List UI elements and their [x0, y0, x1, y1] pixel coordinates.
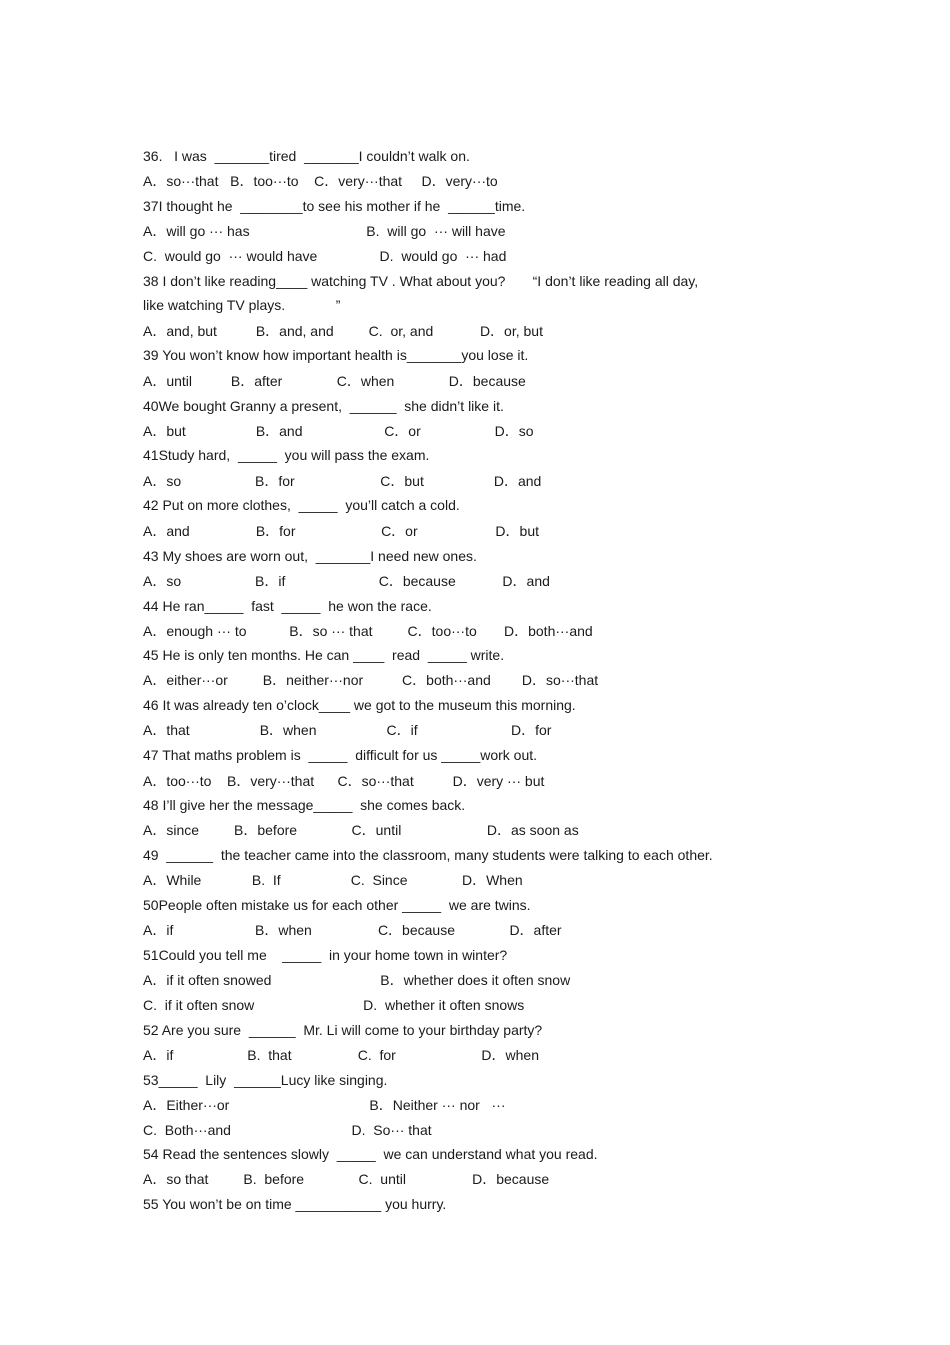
question-49: 49 ______ the teacher came into the classroom, many students were talking to each other. [143, 847, 713, 863]
options-37-cd: C. would go ··· would have D. would go ··· had [143, 248, 507, 264]
options-53-ab: A．Either···or B．Neither ··· nor ··· [143, 1097, 506, 1113]
options-51-ab: A．if it often snowed B．whether does it often snow [143, 972, 571, 988]
question-39: 39 You won’t know how important health is_______you lose it. [143, 347, 529, 363]
options-44: A．enough ··· to B．so ··· that C．too···to D．both···and [143, 623, 593, 639]
question-40: 40We bought Granny a present, ______ she didn’t like it. [143, 398, 504, 414]
options-42: A．and B．for C．or D．but [143, 523, 539, 539]
options-36: A．so···that B．too···to C．very···that D．very···to [143, 173, 498, 189]
question-55: 55 You won’t be on time ___________ you hurry. [143, 1196, 447, 1212]
options-39: A．until B．after C．when D．because [143, 373, 526, 389]
question-52: 52 Are you sure ______ Mr. Li will come to your birthday party? [143, 1022, 543, 1038]
options-41: A．so B．for C．but D．and [143, 473, 542, 489]
question-45: 45 He is only ten months. He can ____ read _____ write. [143, 647, 505, 663]
question-43: 43 My shoes are worn out, _______I need new ones. [143, 548, 477, 564]
options-50: A．if B．when C．because D．after [143, 922, 562, 938]
options-48: A．since B．before C．until D．as soon as [143, 822, 579, 838]
options-49: A．While B. If C. Since D．When [143, 872, 523, 888]
options-46: A．that B．when C．if D．for [143, 722, 552, 738]
options-54: A．so that B. before C. until D．because [143, 1171, 550, 1187]
question-46: 46 It was already ten o’clock____ we got to the museum this morning. [143, 697, 576, 713]
question-37: 37I thought he ________to see his mother if he ______time. [143, 198, 526, 214]
question-53: 53_____ Lily ______Lucy like singing. [143, 1072, 388, 1088]
question-54: 54 Read the sentences slowly _____ we can understand what you read. [143, 1146, 598, 1162]
options-43: A．so B．if C．because D．and [143, 573, 550, 589]
question-42: 42 Put on more clothes, _____ you’ll catch a cold. [143, 497, 460, 513]
options-38: A．and, but B．and, and C. or, and D．or, but [143, 323, 543, 339]
question-44: 44 He ran_____ fast _____ he won the race. [143, 598, 432, 614]
question-41: 41Study hard, _____ you will pass the exam. [143, 447, 430, 463]
question-47: 47 That maths problem is _____ difficult for us _____work out. [143, 747, 538, 763]
options-45: A．either···or B．neither···nor C．both···and D．so···that [143, 672, 599, 688]
options-53-cd: C. Both···and D. So··· that [143, 1122, 432, 1138]
question-48: 48 I’ll give her the message_____ she comes back. [143, 797, 466, 813]
options-40: A．but B．and C．or D．so [143, 423, 534, 439]
question-51: 51Could you tell me _____ in your home town in winter? [143, 947, 508, 963]
question-38: 38 I don’t like reading____ watching TV . What about you? “I don’t like reading all day, [143, 273, 699, 289]
question-50: 50People often mistake us for each other _____ we are twins. [143, 897, 531, 913]
options-47: A．too···to B．very···that C．so···that D．very ··· but [143, 773, 545, 789]
question-36: 36. I was _______tired _______I couldn’t walk on. [143, 148, 470, 164]
options-51-cd: C. if it often snow D. whether it often snows [143, 997, 525, 1013]
options-37-ab: A．will go ··· has B. will go ··· will have [143, 223, 506, 239]
options-52: A．if B. that C. for D．when [143, 1047, 539, 1063]
question-38-cont: like watching TV plays. ” [143, 297, 341, 313]
